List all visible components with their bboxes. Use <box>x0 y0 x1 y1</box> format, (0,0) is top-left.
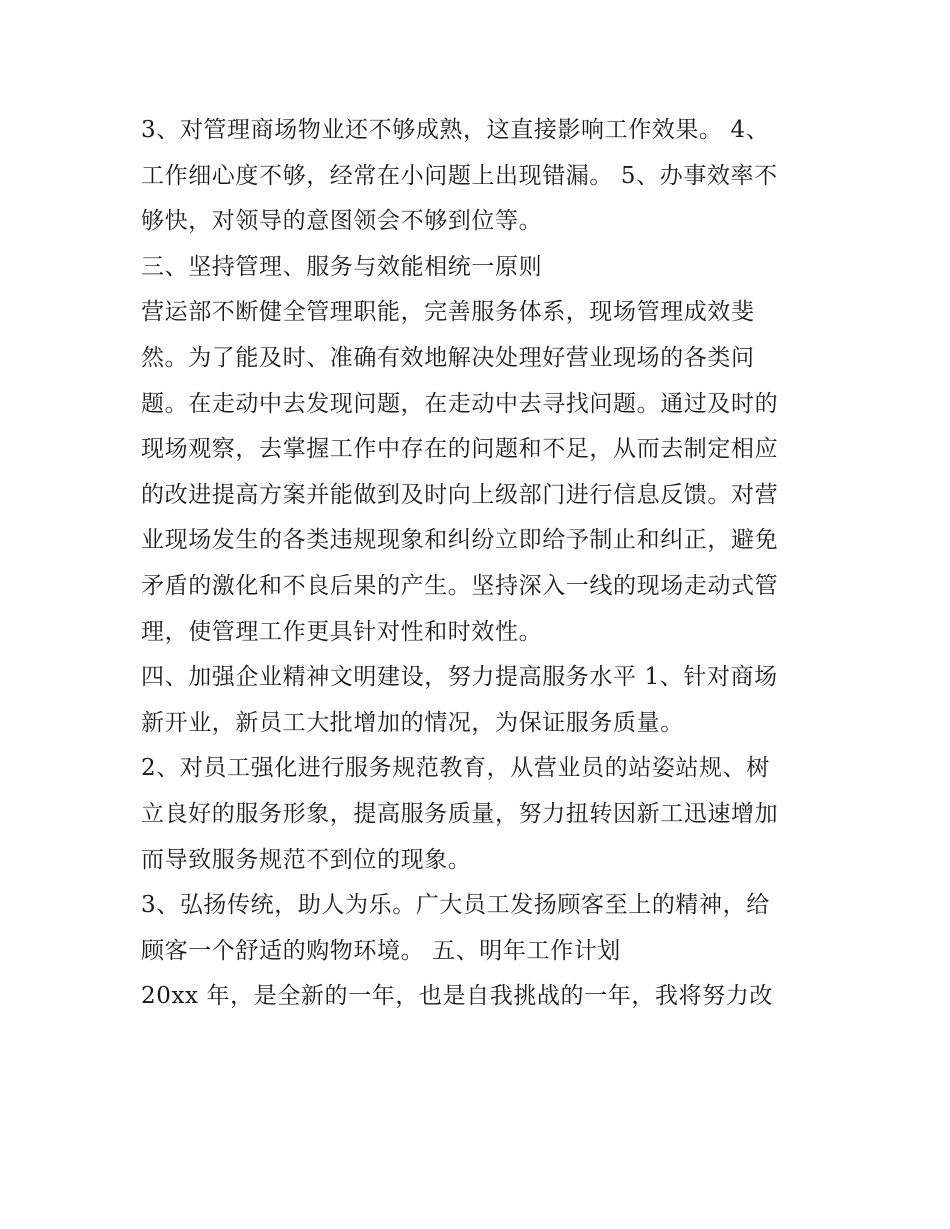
text-line: 矛盾的激化和不良后果的产生。坚持深入一线的现场走动式管 <box>141 572 779 599</box>
text-line: 然。为了能及时、准确有效地解决处理好营业现场的各类问 <box>141 344 755 371</box>
text-line: 2、对员工强化进行服务规范教育，从营业员的站姿站规、树 <box>141 755 770 782</box>
text-line: 立良好的服务形象，提高服务质量，努力扭转因新工迅速增加 <box>141 800 779 827</box>
section-heading: 四、加强企业精神文明建设，努力提高服务水平 1、针对商场 <box>141 664 778 691</box>
text-line: 工作细心度不够，经常在小问题上出现错漏。 5、办事效率不 <box>141 162 778 189</box>
text-line: 够快，对领导的意图领会不够到位等。 <box>141 208 543 235</box>
document-body <box>141 108 821 1020</box>
section-heading: 三、坚持管理、服务与效能相统一原则 <box>141 253 543 280</box>
text-line: 业现场发生的各类违规现象和纠纷立即给予制止和纠正，避免 <box>141 527 779 554</box>
text-line: 现场观察，去掌握工作中存在的问题和不足，从而去制定相应 <box>141 436 779 463</box>
text-line: 营运部不断健全管理职能，完善服务体系，现场管理成效斐 <box>141 299 755 326</box>
text-line: 题。在走动中去发现问题，在走动中去寻找问题。通过及时的 <box>141 390 779 417</box>
text-line: 新开业，新员工大批增加的情况，为保证服务质量。 <box>141 709 684 736</box>
text-line: 3、弘扬传统，助人为乐。广大员工发扬顾客至上的精神，给 <box>141 892 770 919</box>
text-line: 20xx 年，是全新的一年，也是自我挑战的一年，我将努力改 <box>141 983 773 1010</box>
text-line: 3、对管理商场物业还不够成熟，这直接影响工作效果。 4、 <box>141 117 770 143</box>
text-line: 理，使管理工作更具针对性和时效性。 <box>141 618 543 645</box>
text-line: 的改进提高方案并能做到及时向上级部门进行信息反馈。对营 <box>141 481 779 508</box>
text-line: 而导致服务规范不到位的现象。 <box>141 846 472 873</box>
text-line: 顾客一个舒适的购物环境。 五、明年工作计划 <box>141 937 621 964</box>
